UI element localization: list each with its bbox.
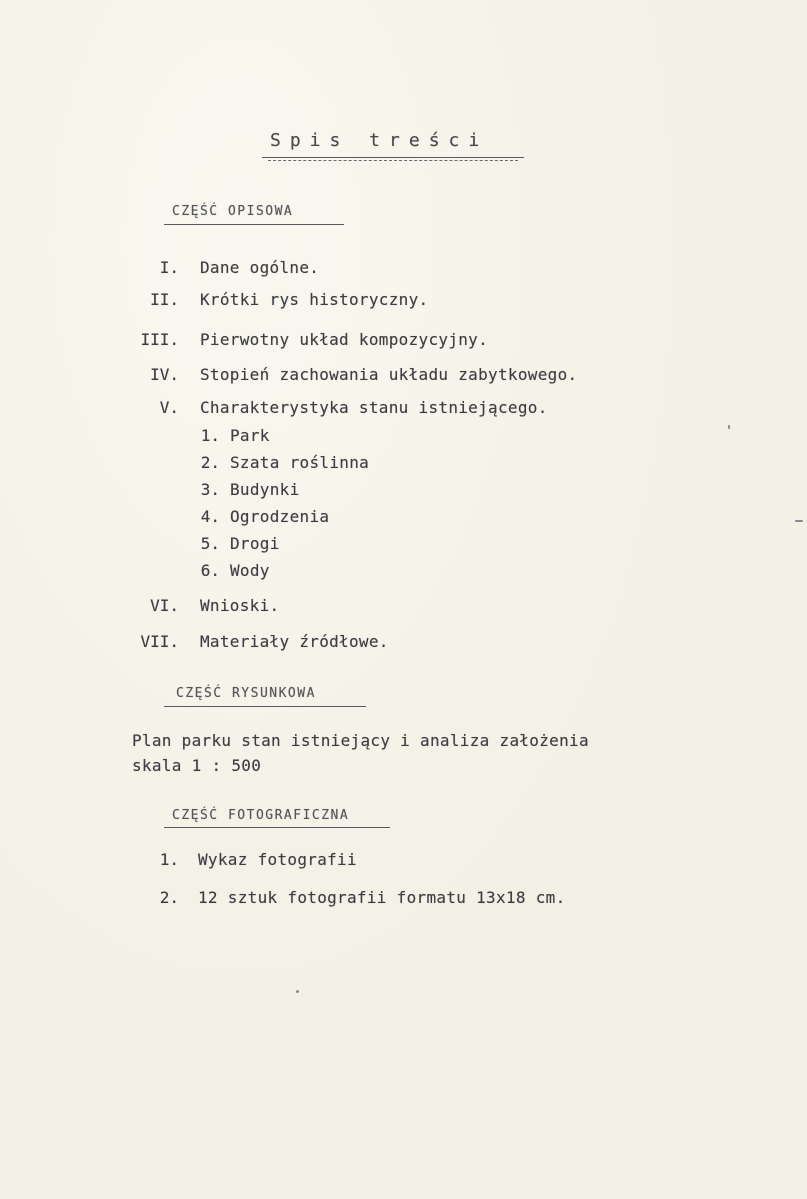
paper-speck <box>728 425 730 429</box>
section-underline-fotograficzna <box>164 827 390 828</box>
item-number: III. <box>140 330 179 349</box>
subitem-text: Wody <box>230 561 270 580</box>
subitem-number: 1. <box>200 426 220 445</box>
subitem-text: Park <box>230 426 270 445</box>
item-text: Stopień zachowania układu zabytkowego. <box>200 365 578 384</box>
section-underline-rysunkowa <box>164 706 366 707</box>
photo-item-text: 12 sztuk fotografii formatu 13x18 cm. <box>198 888 566 907</box>
item-text: Charakterystyka stanu istniejącego. <box>200 398 548 417</box>
paper-speck <box>296 990 299 993</box>
drawing-scale: skala 1 : 500 <box>132 756 262 775</box>
photo-item-number: 1. <box>159 850 179 869</box>
item-number: IV. <box>150 365 179 384</box>
subitem-number: 4. <box>200 507 220 526</box>
section-heading-opisowa: CZĘŚĆ OPISOWA <box>172 204 294 219</box>
section-underline-opisowa <box>164 224 344 225</box>
item-number: II. <box>150 290 179 309</box>
item-text: Materiały źródłowe. <box>200 632 389 651</box>
item-text: Dane ogólne. <box>200 258 320 277</box>
subitem-number: 5. <box>200 534 220 553</box>
item-number: I. <box>159 258 179 277</box>
page-title: Spis treści <box>270 130 489 151</box>
subitem-number: 2. <box>200 453 220 472</box>
title-underline <box>262 157 524 158</box>
subitem-number: 6. <box>200 561 220 580</box>
drawing-description: Plan parku stan istniejący i analiza założenia <box>132 731 589 750</box>
photo-item-text: Wykaz fotografii <box>198 850 357 869</box>
subitem-text: Ogrodzenia <box>230 507 330 526</box>
item-number: VII. <box>140 632 179 651</box>
item-text: Pierwotny układ kompozycyjny. <box>200 330 489 349</box>
paper-speck <box>795 520 803 522</box>
title-underline-dashed <box>268 160 518 161</box>
section-heading-rysunkowa: CZĘŚĆ RYSUNKOWA <box>176 686 316 701</box>
section-heading-fotograficzna: CZĘŚĆ FOTOGRAFICZNA <box>172 808 350 823</box>
photo-item-number: 2. <box>159 888 179 907</box>
item-text: Krótki rys historyczny. <box>200 290 429 309</box>
subitem-text: Budynki <box>230 480 300 499</box>
item-number: V. <box>159 398 179 417</box>
subitem-number: 3. <box>200 480 220 499</box>
subitem-text: Drogi <box>230 534 280 553</box>
subitem-text: Szata roślinna <box>230 453 370 472</box>
item-number: VI. <box>150 596 179 615</box>
item-text: Wnioski. <box>200 596 280 615</box>
